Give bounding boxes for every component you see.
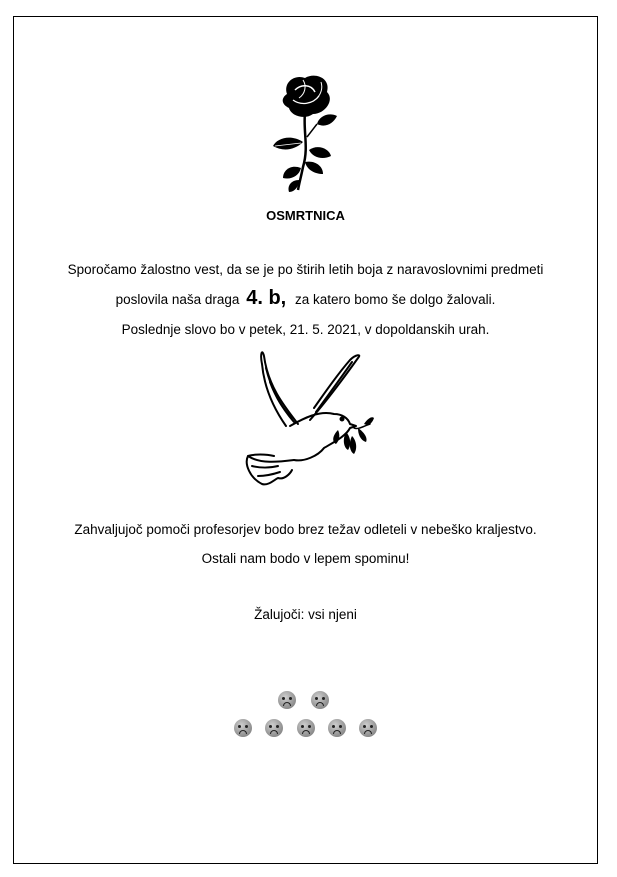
paragraph-1-line-1: Sporočamo žalostno vest, da se je po štirih letih boja z naravoslovnimi predmeti (67, 262, 544, 277)
sad-face-icon (359, 719, 377, 737)
sad-face-icon (265, 719, 283, 737)
sad-face-icon (297, 719, 315, 737)
sad-face-icon (328, 719, 346, 737)
sad-face-icon (234, 719, 252, 737)
paragraph-1-line-2 (13, 287, 598, 310)
sad-face-icon (278, 691, 296, 709)
paragraph-3: Zahvaljujoč pomoči profesorjev bodo brez težav odleteli v nebeško kraljestvo. (74, 522, 537, 537)
sad-face-icon (311, 691, 329, 709)
rose-icon (265, 72, 345, 194)
paragraph-2: Poslednje slovo bo v petek, 21. 5. 2021, v dopoldanskih urah. (121, 322, 490, 337)
paragraph-1-text-before: poslovila naša draga (115, 292, 240, 307)
paragraph-1-text-after: za katero bomo še dolgo žalovali. (295, 292, 496, 307)
sad-faces-row-1 (13, 691, 598, 709)
sad-faces-row-2 (13, 719, 598, 737)
paragraph-4: Ostali nam bodo v lepem spominu! (201, 551, 410, 566)
dove-icon (238, 346, 374, 490)
document-title: OSMRTNICA (266, 208, 345, 223)
signature: Žalujoči: vsi njeni (254, 607, 357, 622)
class-name-highlight: 4. b, (246, 287, 287, 309)
